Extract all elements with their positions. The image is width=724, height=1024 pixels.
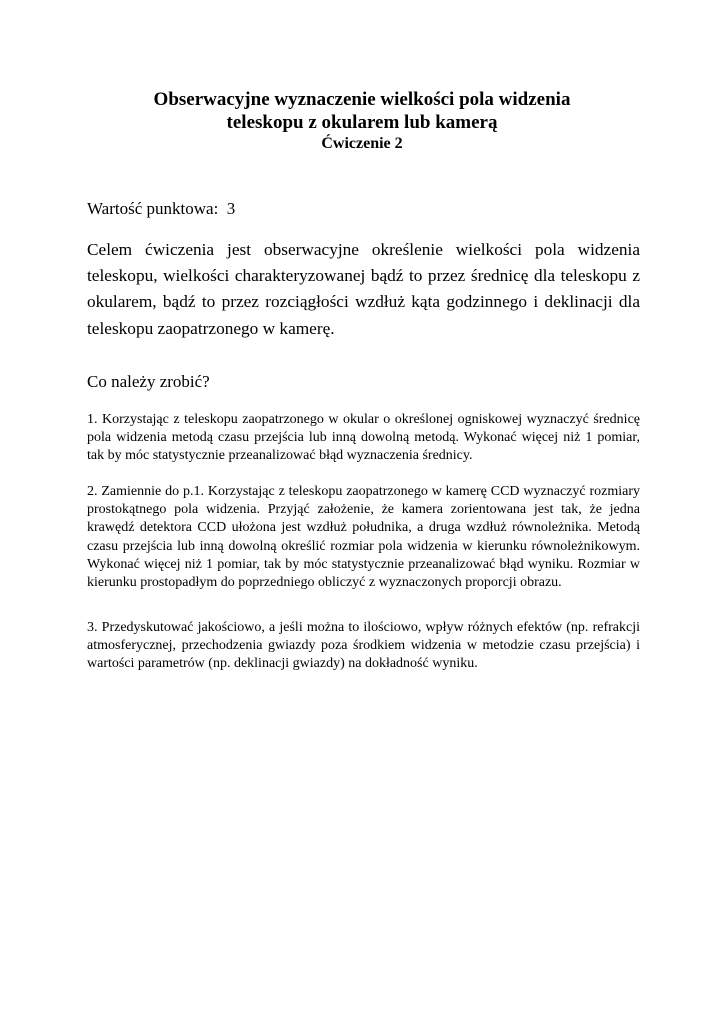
tasks-heading: Co należy zrobić? [87,372,210,391]
exercise-number: Ćwiczenie 2 [321,135,403,152]
document-title-line-1: Obserwacyjne wyznaczenie wielkości pola widzenia [153,89,571,110]
intro-paragraph: Celem ćwiczenia jest obserwacyjne określenie wielkości pola widzenia teleskopu, wielkości charakteryzowanej bądź to przez średnicę dla teleskopu z okularem, bądź to przez rozciągłości wzdłuż kąta godzinnego i deklinacji dla teleskopu zaopatrzonego w kamerę. [87,240,640,338]
task-item-3: 3. Przedyskutować jakościowo, a jeśli można to ilościowo, wpływ różnych efektów (np. refrakcji atmosferycznej, przechodzenia gwiazdy poza środkiem widzenia w metodzie czasu przejścia) i wartości parametrów (np. deklinacji gwiazdy) na dokładność wyniku. [87,620,640,672]
task-item-2: 2. Zamiennie do p.1. Korzystając z teleskopu zaopatrzonego w kamerę CCD wyznaczyć rozmiary prostokątnego pola widzenia. Przyjąć założenie, że kamera zorientowana jest tak, że jedna krawędź detektora CCD ułożona jest wzdłuż południka, a druga wzdłuż równoleżnika. Metodą czasu przejścia lub inną dowolną określić rozmiar pola widzenia w kierunku równoleżnikowym. Wykonać więcej niż 1 pomiar, tak by móc statystycznie przeanalizować błąd wyniku. Rozmiar w kierunku prostopadłym do poprzedniego obliczyć z wyznaczonych proporcji obrazu. [87,484,640,591]
document-title-line-2: teleskopu z okularem lub kamerą [226,112,498,133]
task-item-1: 1. Korzystając z teleskopu zaopatrzonego w okular o określonej ogniskowej wyznaczyć średnicę pola widzenia metodą czasu przejścia lub inną dowolną metodą. Wykonać więcej niż 1 pomiar, tak by móc statystycznie przeanalizować błąd wyznaczenia średnicy. [87,412,640,464]
points-value: Wartość punktowa: 3 [87,199,236,218]
